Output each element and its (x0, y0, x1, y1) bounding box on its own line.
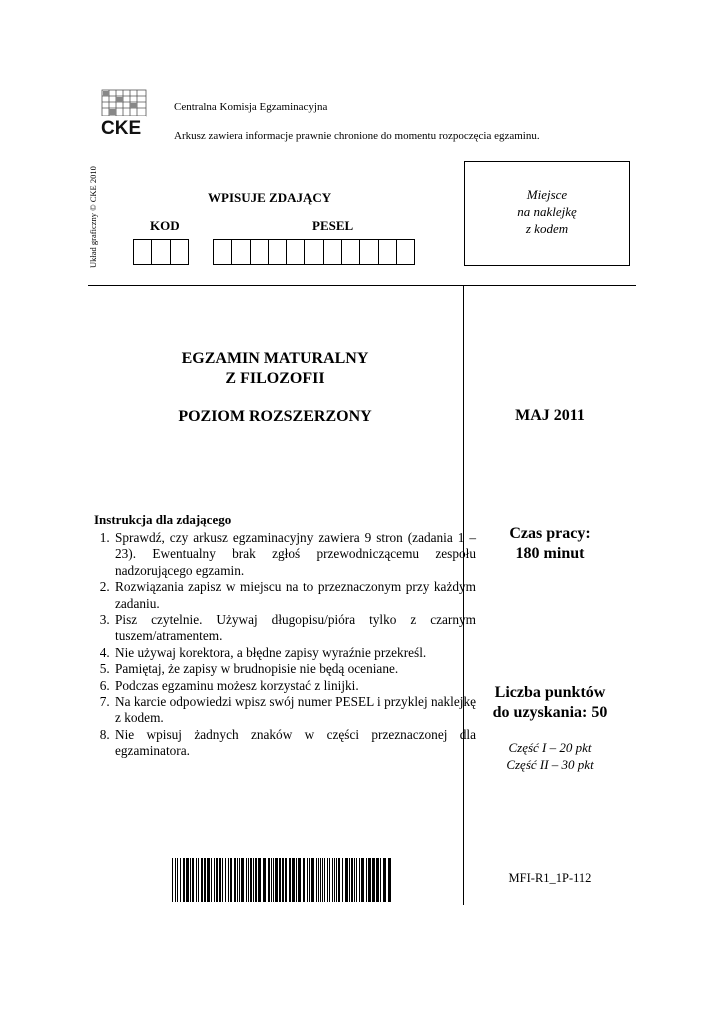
instructions-list (94, 530, 476, 760)
pesel-boxes (213, 239, 414, 265)
points-line2: do uzyskania: 50 (492, 704, 608, 721)
instruction-item: 1. Sprawdź, czy arkusz egzaminacyjny zawiera 9 stron (zadania 1 – 23). Ewentualny brak zgłoś przewodniczącemu zespołu nadzorującego egzamin. (113, 530, 476, 579)
sticker-line1: Miejsce (526, 187, 568, 202)
copyright-note: Układ graficzny © CKE 2010 (88, 166, 98, 268)
kod-digit-box[interactable] (133, 239, 152, 265)
pesel-digit-box[interactable] (396, 239, 415, 265)
cke-logo (98, 88, 150, 140)
time-line2: 180 minut (515, 545, 585, 562)
sticker-line3: z kodem (525, 221, 569, 236)
instruction-item: 7. Na karcie odpowiedzi wpisz swój numer PESEL i przyklej naklejkę z kodem. (113, 694, 476, 727)
kod-boxes (133, 239, 188, 265)
barcode (172, 858, 392, 902)
exam-date: MAJ 2011 (515, 407, 585, 424)
exam-title-line2: Z FILOZOFII (225, 370, 325, 387)
pesel-digit-box[interactable] (268, 239, 287, 265)
institution-name: Centralna Komisja Egzaminacyjna (174, 101, 328, 113)
logo-text: CKE (101, 118, 142, 139)
exam-level: POZIOM ROZSZERZONY (178, 408, 372, 425)
kod-label: KOD (150, 218, 180, 233)
instruction-item: 6. Podczas egzaminu możesz korzystać z linijki. (113, 678, 476, 694)
horizontal-divider (88, 285, 636, 286)
time-info (472, 524, 628, 564)
pesel-digit-box[interactable] (250, 239, 269, 265)
exam-code: MFI-R1_1P-112 (508, 871, 592, 885)
pesel-digit-box[interactable] (231, 239, 250, 265)
instruction-item: 5. Pamiętaj, że zapisy w brudnopisie nie będą oceniane. (113, 661, 476, 677)
pesel-digit-box[interactable] (378, 239, 397, 265)
time-line1: Czas pracy: (509, 525, 591, 542)
pesel-digit-box[interactable] (213, 239, 232, 265)
pesel-digit-box[interactable] (359, 239, 378, 265)
instruction-item: 8. Nie wpisuj żadnych znaków w części przeznaczonej dla egzaminatora. (113, 727, 476, 760)
protected-notice: Arkusz zawiera informacje prawnie chronione do momentu rozpoczęcia egzaminu. (174, 130, 540, 142)
points-parts (472, 739, 628, 773)
points-part2: Część II – 30 pkt (506, 757, 594, 772)
instruction-item: 3. Pisz czytelnie. Używaj długopisu/pióra tylko z czarnym tuszem/atramentem. (113, 612, 476, 645)
pesel-digit-box[interactable] (286, 239, 305, 265)
exam-title-line1: EGZAMIN MATURALNY (181, 350, 369, 367)
instruction-item: 2. Rozwiązania zapisz w miejscu na to przeznaczonym przy każdym zadaniu. (113, 579, 476, 612)
sticker-area (464, 161, 630, 266)
points-line1: Liczba punktów (494, 684, 606, 701)
points-info (472, 683, 628, 723)
instruction-item: 4. Nie używaj korektora, a błędne zapisy wyraźnie przekreśl. (113, 645, 476, 661)
pesel-digit-box[interactable] (323, 239, 342, 265)
pesel-digit-box[interactable] (341, 239, 360, 265)
kod-digit-box[interactable] (170, 239, 189, 265)
kod-digit-box[interactable] (151, 239, 170, 265)
instructions-title: Instrukcja dla zdającego (94, 512, 232, 527)
pesel-digit-box[interactable] (304, 239, 323, 265)
sticker-line2: na naklejkę (517, 204, 577, 219)
points-part1: Część I – 20 pkt (508, 740, 592, 755)
pesel-label: PESEL (312, 218, 354, 233)
candidate-heading: WPISUJE ZDAJĄCY (208, 190, 332, 205)
